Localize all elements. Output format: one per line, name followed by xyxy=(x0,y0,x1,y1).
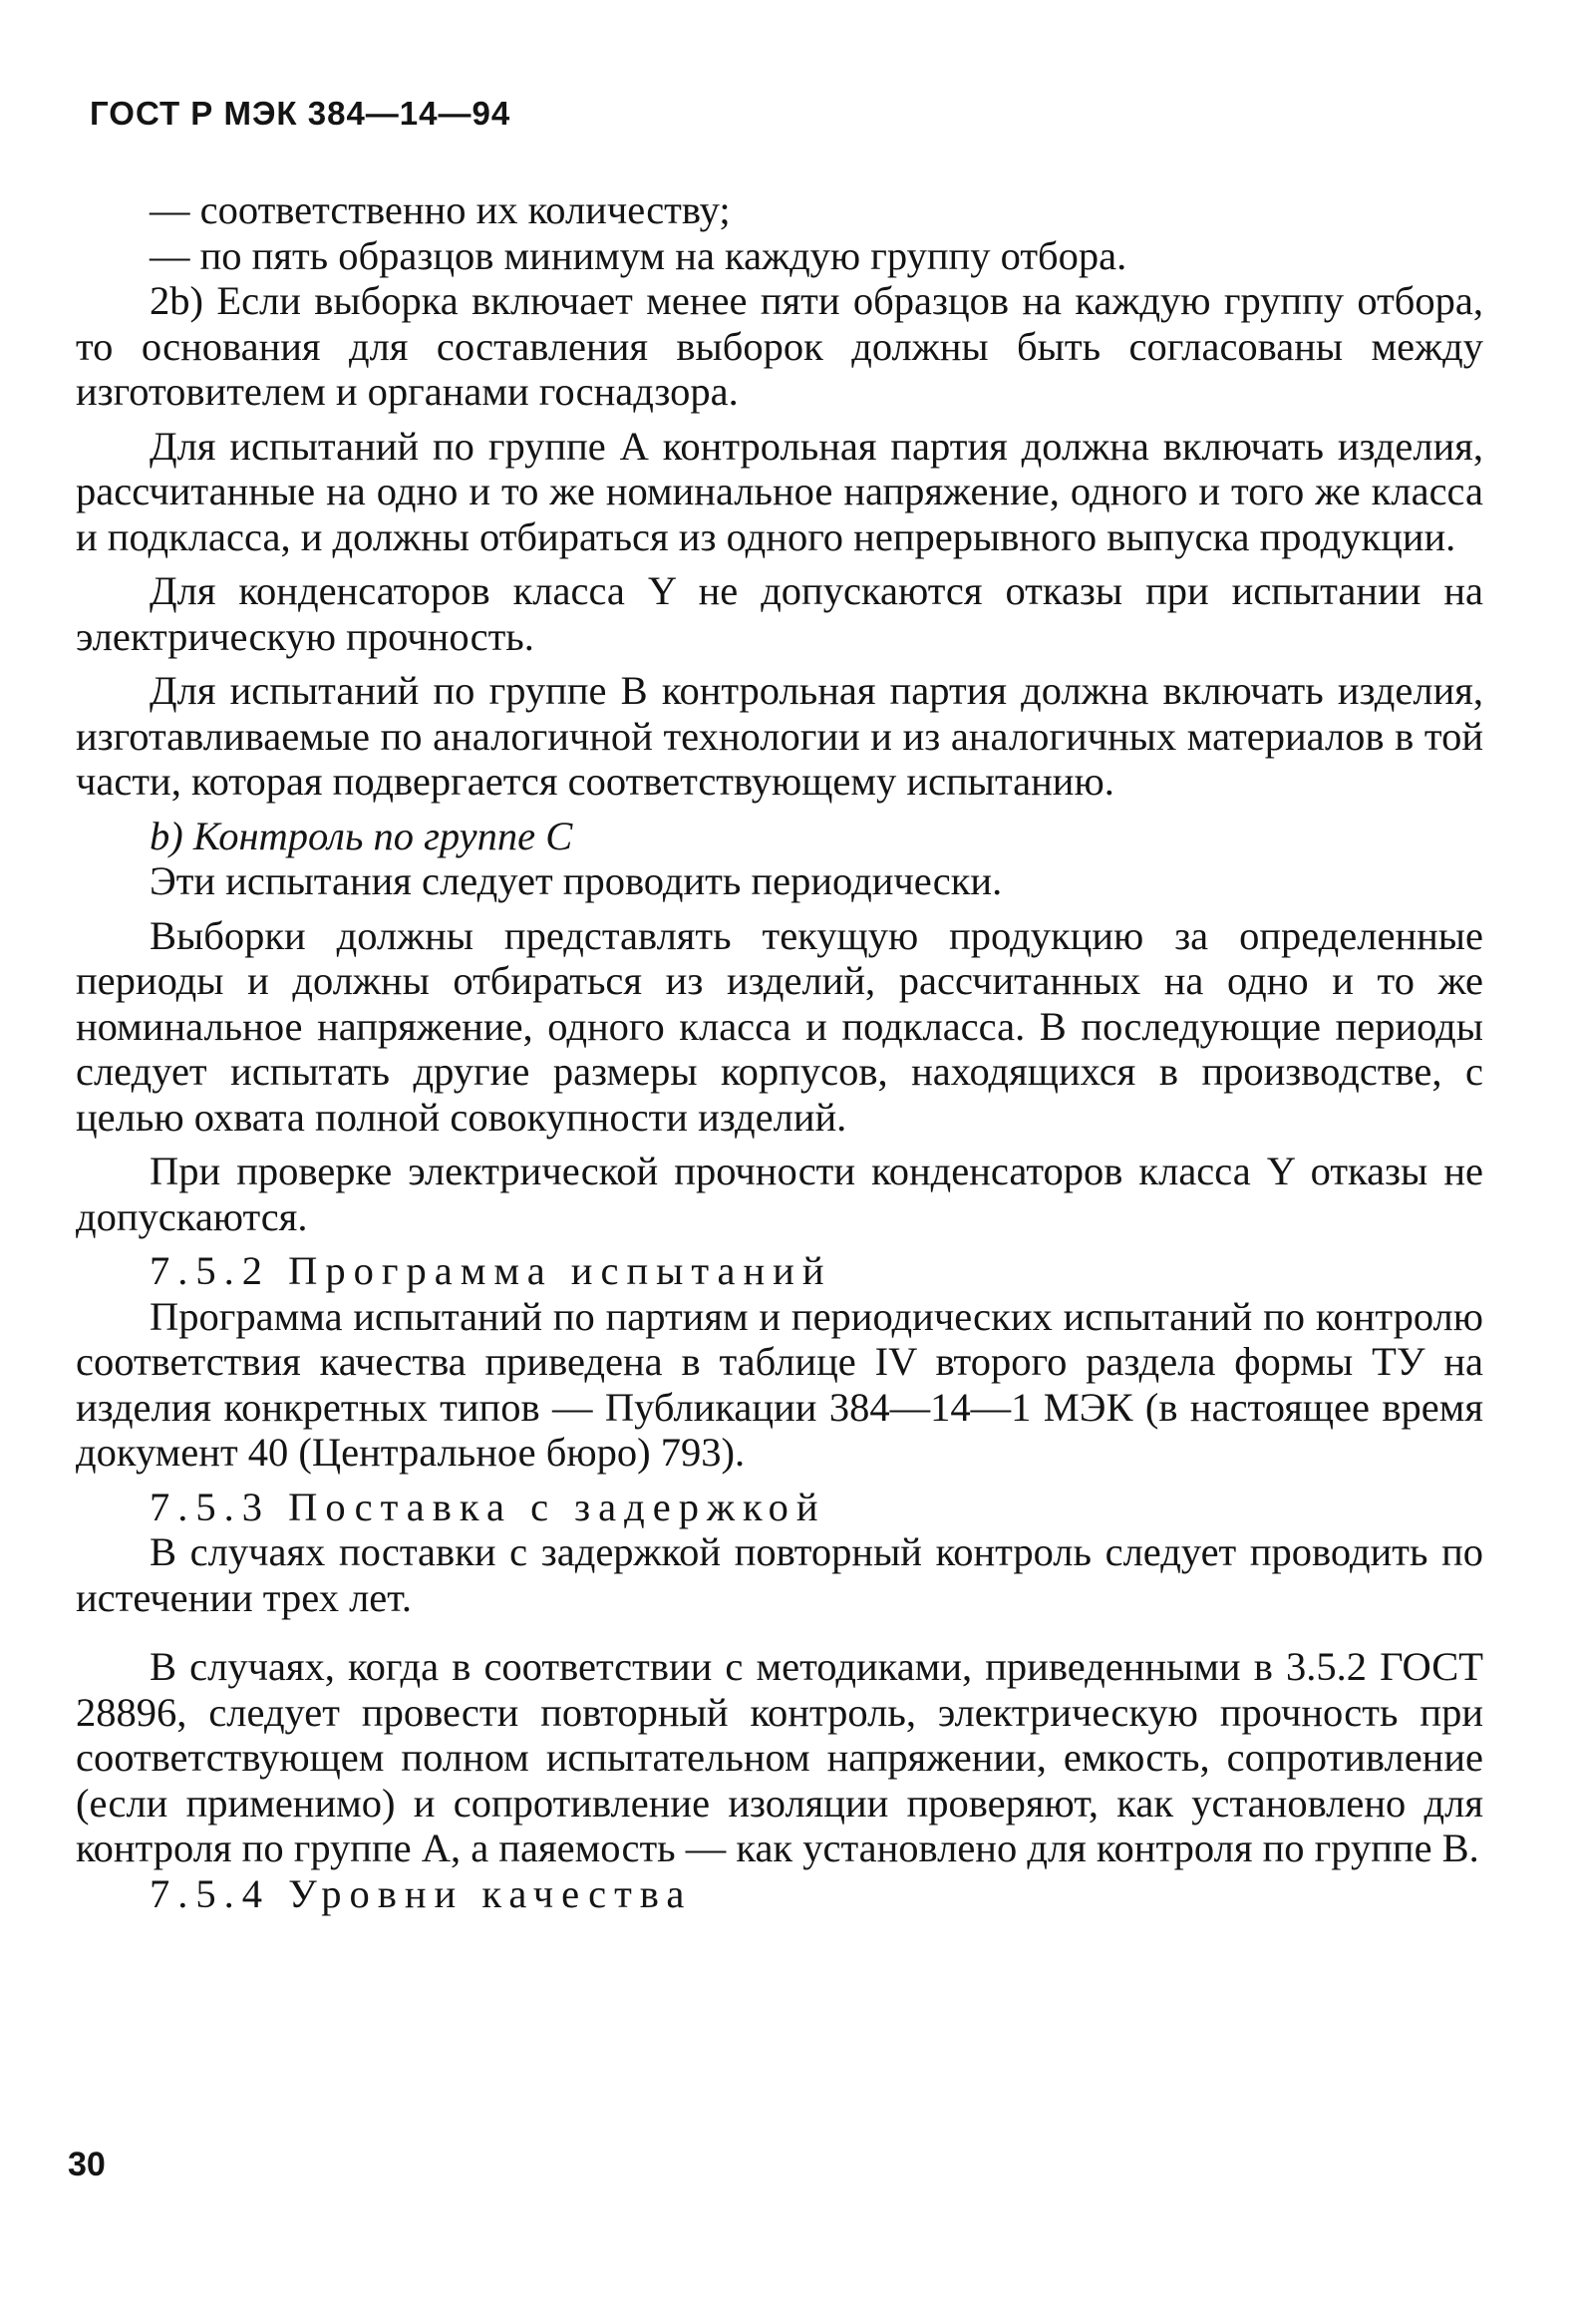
paragraph: Для конденсаторов класса Y не допускаются отказы при испытании на электрическую прочность. xyxy=(76,568,1483,659)
list-item: — соответственно их количеству; xyxy=(150,187,731,232)
subsection-heading: b) Контроль по группе С xyxy=(150,813,573,858)
section-heading: 7.5.3 Поставка с задержкой xyxy=(150,1484,826,1529)
page-body xyxy=(76,187,1483,1916)
section-heading: 7.5.2 Программа испытаний xyxy=(150,1248,832,1293)
paragraph: При проверке электрической прочности конденсаторов класса Y отказы не допускаются. xyxy=(76,1149,1483,1239)
paragraph: 2b) Если выборка включает менее пяти образцов на каждую группу отбора, то основания для составления выборок должны быть согласованы между изготовителем и органами госнадзора. xyxy=(76,278,1483,414)
paragraph: Выборки должны представлять текущую продукцию за определенные периоды и должны отбираться из изделий, рассчитанных на одно и то же номинальное напряжение, одного класса и подкласса. В последующие периоды следует испытать другие размеры корпусов, находящихся в производстве, с целью охвата полной совокупности изделий. xyxy=(76,912,1483,1140)
list-item: — по пять образцов минимум на каждую группу отбора. xyxy=(150,232,1127,278)
paragraph: В случаях поставки с задержкой повторный контроль следует проводить по истечении трех лет. xyxy=(76,1529,1483,1620)
page-number: 30 xyxy=(68,2146,106,2183)
paragraph: Программа испытаний по партиям и периодических испытаний по контролю соответствия качества приведена в таблице IV второго раздела формы ТУ на изделия конкретных типов — Публикации 384—14—1 МЭК (в настоящее время документ 40 (Центральное бюро) 793). xyxy=(76,1293,1483,1475)
paragraph: В случаях, когда в соответствии с методиками, приведенными в 3.5.2 ГОСТ 28896, следует провести повторный контроль, электрическую прочность при соответствующем полном испытательном напряжении, емкость, сопротивление (если применимо) и сопротивление изоляции проверяют, как установлено для контроля по группе А, а паяемость — как установлено для контроля по группе В. xyxy=(76,1644,1483,1870)
paragraph: Эти испытания следует проводить периодически. xyxy=(150,858,1003,903)
page-header: ГОСТ Р МЭК 384—14—94 xyxy=(90,95,511,132)
paragraph: Для испытаний по группе В контрольная партия должна включать изделия, изготавливаемые по аналогичной технологии и из аналогичных материалов в той части, которая подвергается соответствующему испытанию. xyxy=(76,668,1483,804)
section-heading: 7.5.4 Уровни качества xyxy=(150,1870,693,1916)
paragraph: Для испытаний по группе А контрольная партия должна включать изделия, рассчитанные на одно и то же номинальное напряжение, одного и того же класса и подкласса, и должны отбираться из одного непрерывного выпуска продукции. xyxy=(76,423,1483,559)
